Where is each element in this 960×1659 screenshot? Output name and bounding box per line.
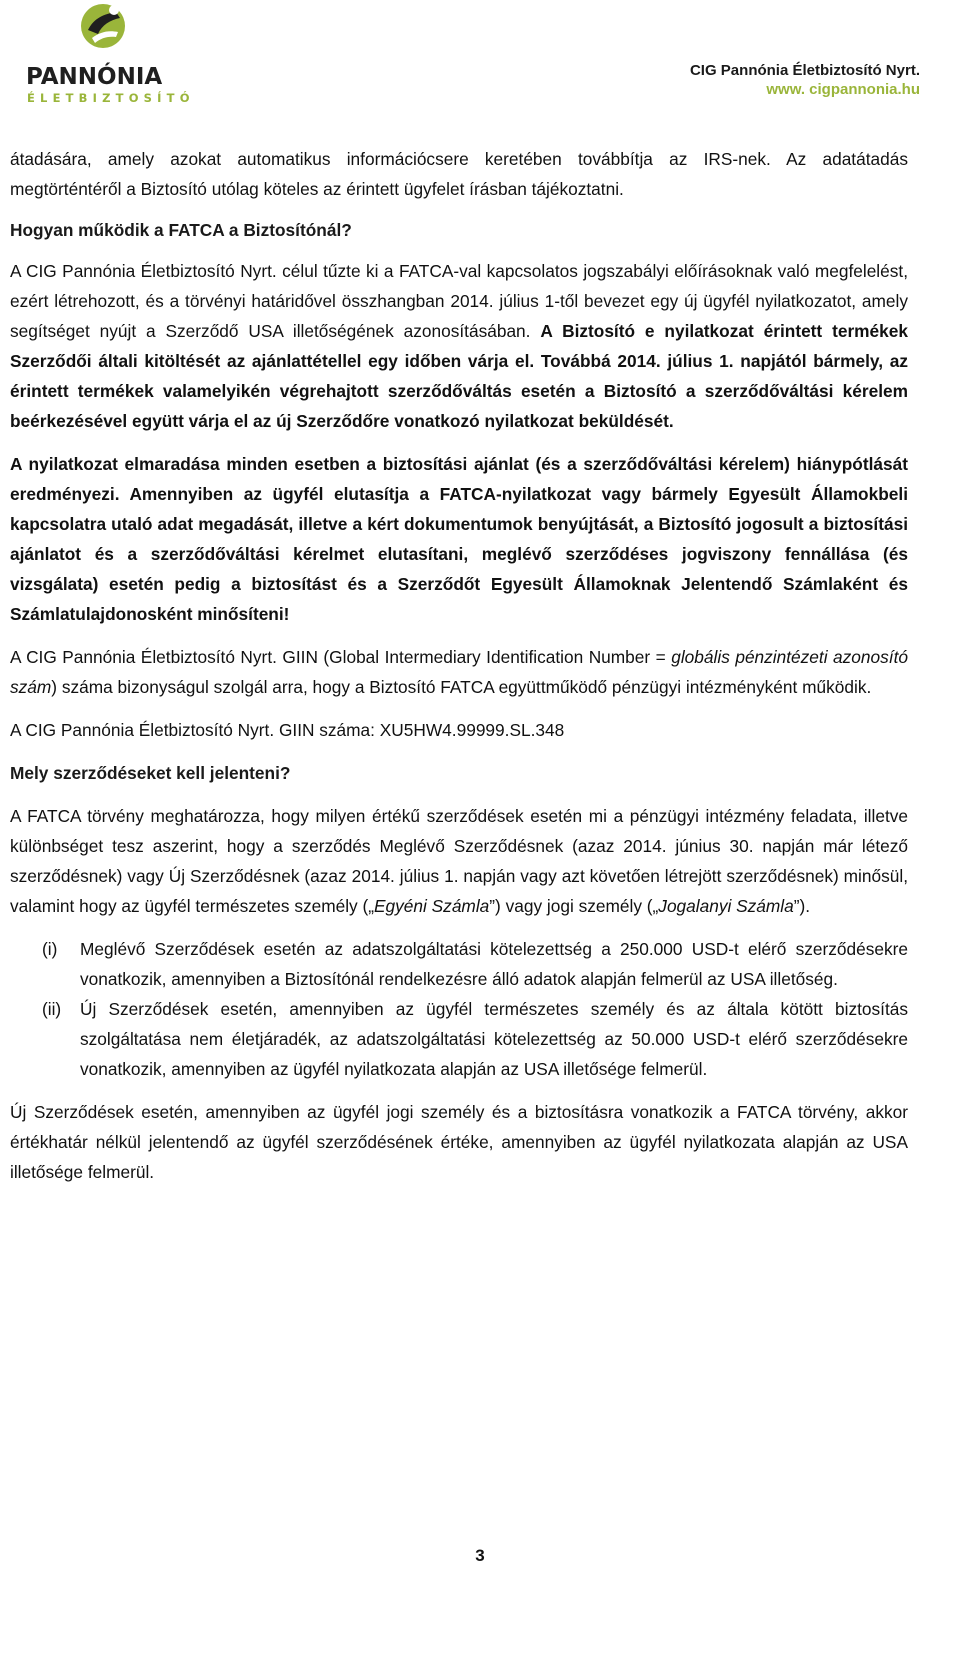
paragraph-text: A nyilatkozat elmaradása minden esetben a biztosítási ajánlat (és a szerződőváltási kérelem) hiánypótlását eredményezi. bbox=[10, 454, 908, 504]
paragraph-text: A CIG Pannónia Életbiztosító Nyrt. GIIN (Global Intermediary Identification Number = bbox=[10, 647, 672, 667]
paragraph-legal-entity: Új Szerződések esetén, amennyiben az ügyfél jogi személy és a biztosításra vonatkozik a FATCA törvény, akkor értékhatár nélkül jelentendő az ügyfél szerződésének értéke, amennyiben az ügyfél nyilatkozata alapján az USA illetősége felmerül. bbox=[10, 1102, 908, 1182]
paragraph-italic-text: globális pénzintézeti azonosító szám bbox=[10, 647, 908, 697]
contract-list bbox=[10, 934, 908, 1084]
paragraph-giin bbox=[10, 642, 908, 702]
list-item-number: (i) bbox=[42, 939, 58, 959]
paragraph-text: ) száma bizonyságul szolgál arra, hogy a Biztosító FATCA együttműködő pénzügyi intézményként működik. bbox=[51, 677, 872, 697]
paragraph-italic-text: Egyéni Számla bbox=[374, 896, 490, 916]
paragraph-text: A CIG Pannónia Életbiztosító Nyrt. célul tűzte ki a FATCA-val kapcsolatos jogszabályi előírásoknak való megfelelést, ezért létrehozott, és a törvényi határidővel összhangban 2014. július 1-től bevezet egy új ügyfél nyilatkozatot, amely segítséget nyújt a Szerződő USA illetőségének azonosításában. bbox=[10, 261, 908, 341]
list-item-text: Meglévő Szerződések esetén az adatszolgáltatási kötelezettség a 250.000 USD-t elérő szerződésekre vonatkozik, amennyiben a Biztosítónál rendelkezésre álló adatok alapján felmerül az USA illetőség. bbox=[80, 939, 908, 989]
section-heading-how-it-works: Hogyan működik a FATCA a Biztosítónál? bbox=[10, 220, 352, 240]
list-item-text: Új Szerződések esetén, amennyiben az ügyfél természetes személy és az általa kötött biztosítás szolgáltatása nem életjáradék, az adatszolgáltatási kötelezettség az 50.000 USD-t elérő szerződésekre vonatkozik, amennyiben az ügyfél nyilatkozata alapján az USA illetősége felmerül. bbox=[80, 999, 908, 1079]
document-body bbox=[10, 144, 908, 1187]
logo-subword: ÉLETBIZTOSÍTÓ bbox=[27, 91, 195, 105]
paragraph-giin-number: A CIG Pannónia Életbiztosító Nyrt. GIIN száma: XU5HW4.99999.SL.348 bbox=[10, 720, 565, 740]
company-block bbox=[690, 61, 920, 99]
paragraph-missing-declaration bbox=[10, 449, 908, 629]
company-name: CIG Pannónia Életbiztosító Nyrt. bbox=[689, 62, 920, 79]
paragraph-continuation: átadására, amely azokat automatikus információcsere keretében továbbítja az IRS-nek. Az adatátadás megtörténtéről a Biztosító utólag köteles az érintett ügyfelet írásban tájékoztatni. bbox=[10, 149, 908, 199]
paragraph-text: A FATCA törvény meghatározza, hogy milyen értékű szerződések esetén mi a pénzügyi intézmény feladata, illetve különbséget tesz aszerint, hogy a szerződés Meglévő Szerződésnek (azaz 2014. június 30. napján már létező szerződésnek) vagy Új Szerződésnek (azaz 2014. július 1. napján vagy azt követően létrejött szerződésnek) minősül, valamint hogy az ügyfél természetes személy („ bbox=[10, 806, 908, 916]
page-header bbox=[0, 0, 960, 120]
page-number: 3 bbox=[475, 1546, 485, 1565]
list-item bbox=[10, 934, 908, 994]
company-url[interactable]: www. cigpannonia.hu bbox=[766, 81, 920, 98]
paragraph-text: ”). bbox=[793, 896, 811, 916]
paragraph-italic-text: Jogalanyi Számla bbox=[658, 896, 794, 916]
paragraph-fatca-compliance bbox=[10, 256, 908, 436]
logo-wordmark: PANNÓNIA bbox=[26, 64, 163, 90]
paragraph-bold-text: Amennyiben az ügyfél elutasítja a FATCA-nyilatkozat vagy bármely Egyesült Államokbeli kapcsolatra utaló adat megadását, illetve a kért dokumentumok benyújtását, a Biztosító jogosult a biztosítási ajánlatot és a szerződőváltási kérelmet elutasítani, meglévő szerződéses jogviszony fennállása (és vizsgálata) esetén pedig a biztosítást és a Szerződőt Egyesült Államoknak Jelentendő Számlaként és Számlatulajdonosként minősíteni! bbox=[10, 484, 908, 624]
paragraph-fatca-law bbox=[10, 801, 908, 921]
paragraph-text: ”) vagy jogi személy („ bbox=[489, 896, 659, 916]
paragraph-bold-text: A Biztosító e nyilatkozat érintett termékek Szerződői általi kitöltését az ajánlattétellel egy időben várja el. Továbbá 2014. július 1. napjától bármely, az érintett termékek valamelyikén végrehajtott szerződőváltás esetén a Biztosító a szerződőváltási kérelem beérkezésével együtt várja el az új Szerződőre vonatkozó nyilatkozat beküldését. bbox=[10, 321, 908, 431]
list-item-number: (ii) bbox=[42, 999, 62, 1019]
list-item bbox=[10, 994, 908, 1084]
section-heading-which-contracts: Mely szerződéseket kell jelenteni? bbox=[10, 763, 291, 783]
